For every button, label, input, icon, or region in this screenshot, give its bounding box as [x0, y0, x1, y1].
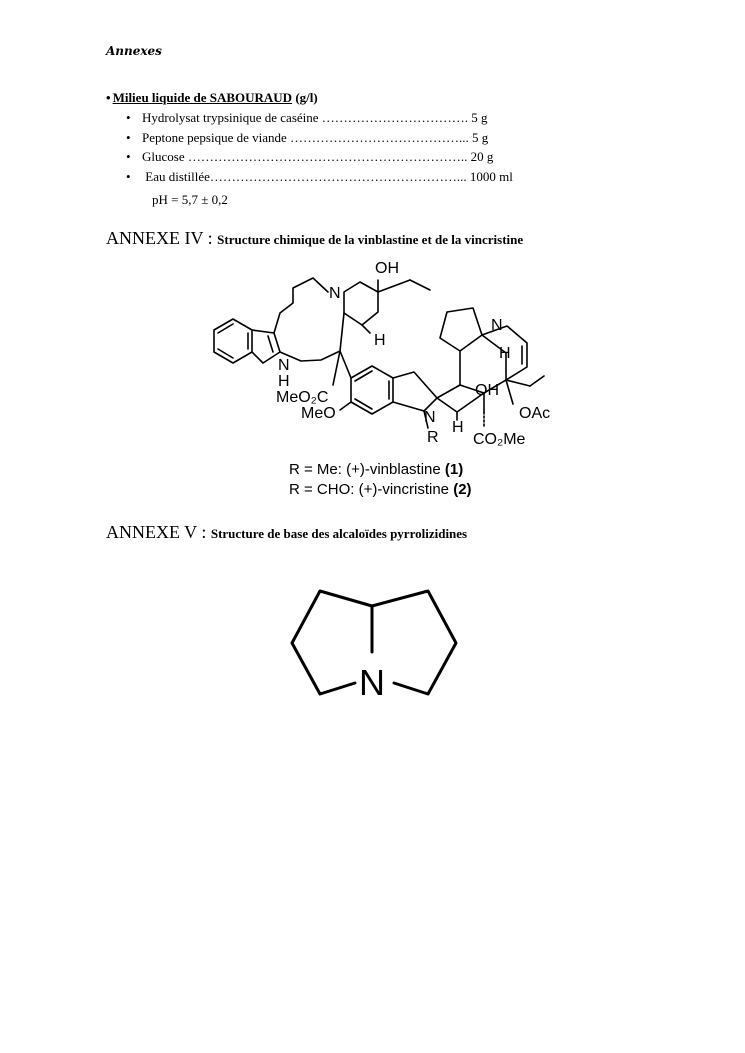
bond: [362, 325, 370, 333]
atom-h: H: [499, 345, 511, 362]
bond: [506, 380, 513, 404]
ingredient-amount: 20 g: [470, 149, 494, 164]
group-oh: OH: [475, 382, 499, 399]
bullet-icon: •: [126, 168, 131, 184]
indole-benzene-ring: [214, 319, 252, 363]
indoline-ring: [393, 372, 437, 411]
bond: [378, 280, 410, 292]
ingredient-amount: 5 g: [471, 110, 488, 125]
ingredient-leader: …………………………………...: [290, 129, 469, 145]
bond: [437, 398, 457, 412]
ingredient-leader: ………………………………………………………..: [187, 149, 468, 164]
bond: [340, 313, 344, 351]
legend-text: R = Me: (+)-vinblastine: [289, 461, 445, 478]
atom-h: H: [278, 373, 290, 390]
bullet-icon: •: [106, 90, 111, 105]
legend-line-1: [289, 461, 463, 478]
ingredient-leader: …………………………………………………...: [209, 168, 467, 184]
medium-name: Milieu liquide de SABOURAUD: [112, 90, 293, 105]
bond: [268, 336, 273, 352]
macrocycle-bonds: [274, 278, 328, 333]
legend-line-2: [289, 481, 472, 498]
ingredient-label: Eau distillée: [142, 168, 210, 184]
bullet-icon: •: [126, 149, 131, 164]
atom-h: H: [452, 419, 464, 436]
indole-pyrrole-ring: [252, 330, 280, 363]
piperidine-ring: [344, 282, 378, 325]
vindoline-benzene-ring: [351, 366, 393, 414]
bond: [530, 376, 544, 386]
annexe-iv-title: Structure chimique de la vinblastine et de la vincristine: [217, 232, 524, 247]
page-header: Annexes: [106, 44, 162, 58]
group-co2me: CO₂Me: [473, 431, 526, 448]
bond: [506, 380, 530, 386]
ph-value: pH = 5,7 ± 0,2: [152, 192, 228, 207]
atom-n: N: [278, 357, 290, 374]
medium-unit: (g/l): [295, 90, 318, 105]
ingredient-label: Glucose: [142, 149, 185, 164]
bullet-icon: •: [126, 129, 131, 145]
annexe-v-label: ANNEXE V :: [106, 522, 211, 542]
bond: [355, 399, 372, 409]
group-r: R: [427, 429, 439, 446]
bond: [218, 349, 233, 358]
ingredient-label: Hydrolysat trypsinique de caséine: [142, 110, 319, 125]
annexe-v-heading: [106, 522, 467, 543]
bond: [410, 280, 430, 290]
annexe-v-title: Structure de base des alcaloïdes pyrrolizidines: [210, 526, 468, 541]
ingredient-amount: 1000 ml: [469, 168, 513, 184]
legend-text: R = CHO: (+)-vincristine: [289, 481, 454, 498]
bond: [355, 371, 372, 381]
atom-n: N: [359, 662, 385, 703]
annexe-iv-label: ANNEXE IV :: [106, 228, 218, 248]
bond: [340, 351, 351, 378]
ingredient-label: Peptone pepsique de viande: [142, 129, 287, 145]
atom-n: N: [491, 317, 503, 334]
ingredient-amount: 5 g: [472, 129, 489, 145]
legend-num: (2): [453, 481, 472, 498]
atom-oh: OH: [375, 260, 399, 277]
atom-n: N: [329, 285, 341, 302]
group-meo2c: MeO₂C: [276, 389, 329, 406]
group-meo: MeO: [301, 405, 336, 422]
atom-n: N: [424, 409, 436, 426]
bullet-icon: •: [126, 110, 131, 125]
ingredient-leader: …………………………….: [321, 110, 469, 125]
legend-num: (1): [444, 461, 464, 478]
bond: [340, 402, 351, 410]
bond: [333, 351, 340, 385]
bond: [218, 324, 233, 333]
group-oac: OAc: [519, 405, 551, 422]
atom-h: H: [374, 332, 386, 349]
